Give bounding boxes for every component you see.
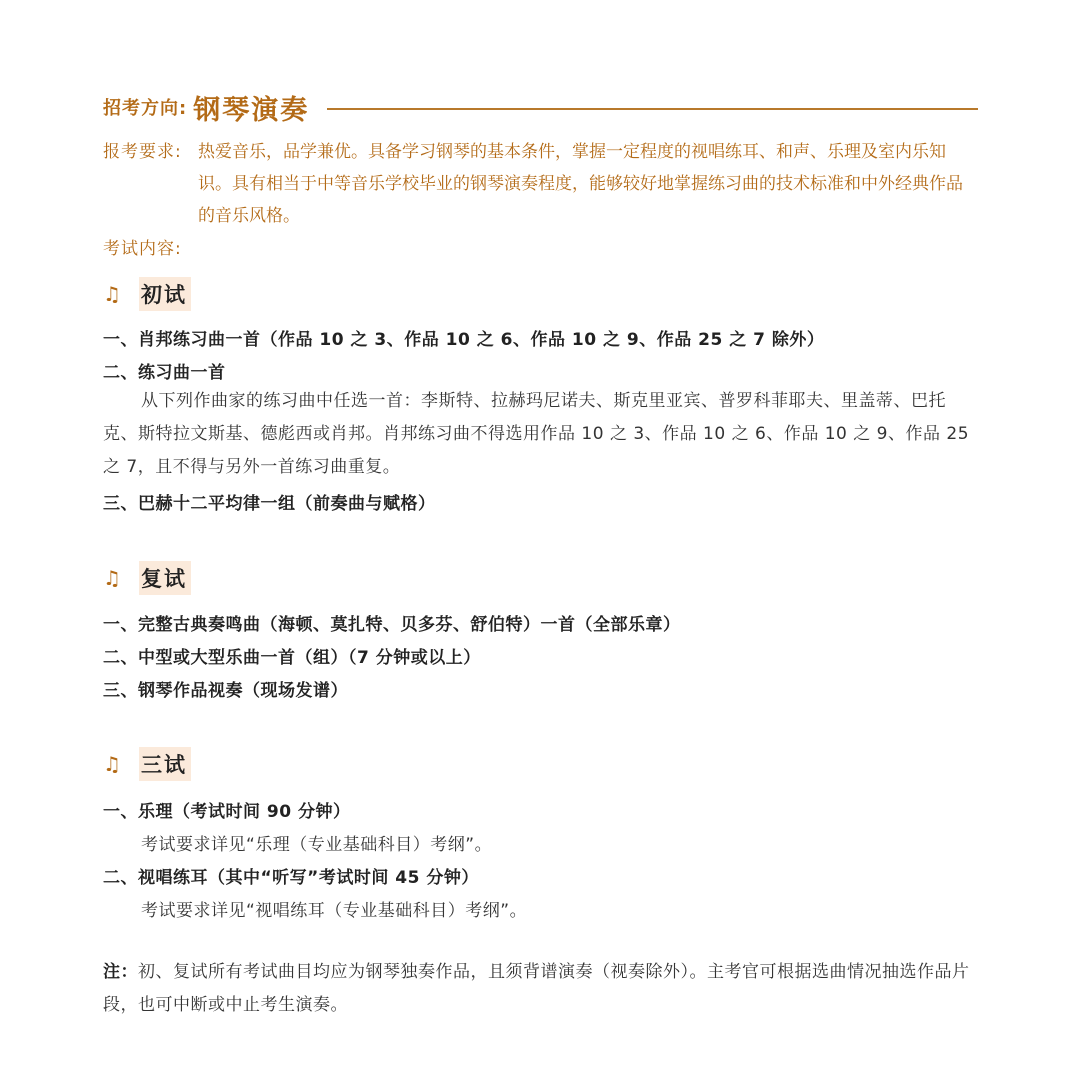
round3-item-1: 一、乐理（考试时间 90 分钟） [103,802,351,822]
round1-item-2: 二、练习曲一首 [103,363,226,383]
round3-item-2: 二、视唱练耳（其中“听写”考试时间 45 分钟） [103,868,479,888]
section-heading: 初试 [139,277,191,311]
section-title-round3 [103,746,191,782]
round3-item-1-detail: 考试要求详见“乐理（专业基础科目）考纲”。 [141,835,493,855]
round1-item-1: 一、肖邦练习曲一首（作品 10 之 3、作品 10 之 6、作品 10 之 9、作品 25 之 7 除外） [103,330,825,350]
round2-item-3: 三、钢琴作品视奏（现场发谱） [103,681,348,701]
direction-value: 钢琴演奏 [193,94,310,126]
round1-item-3: 三、巴赫十二平均律一组（前奏曲与赋格） [103,494,436,514]
round2-item-2: 二、中型或大型乐曲一首（组）（7 分钟或以上） [103,648,481,668]
direction-label: 招考方向: [103,98,188,119]
header-divider [327,108,978,110]
section-heading: 三试 [139,747,191,781]
round1-item-2-detail: 从下列作曲家的练习曲中任选一首：李斯特、拉赫玛尼诺夫、斯克里亚宾、普罗科菲耶夫、里盖蒂、巴托克、斯特拉文斯基、德彪西或肖邦。肖邦练习曲不得选用作品 10 之 3、作品 10 之 6、作品 10 之 9、作品 25 之 7，且不得与另外一首练习曲重复。 [103,391,970,477]
section-title-round2 [103,560,191,596]
round3-item-2-detail: 考试要求详见“视唱练耳（专业基础科目）考纲”。 [141,901,528,921]
footnote-text: 初、复试所有考试曲目均应为钢琴独奏作品，且须背谱演奏（视奏除外）。主考官可根据选曲情况抽选作品片段，也可中断或中止考生演奏。 [103,962,970,1015]
round2-item-1: 一、完整古典奏鸣曲（海顿、莫扎特、贝多芬、舒伯特）一首（全部乐章） [103,615,681,635]
requirements-text: 热爱音乐，品学兼优。具备学习钢琴的基本条件，掌握一定程度的视唱练耳、和声、乐理及室内乐知识。具有相当于中等音乐学校毕业的钢琴演奏程度，能够较好地掌握练习曲的技术标准和中外经典作品的音乐风格。 [198,142,963,226]
footnote [103,956,978,1022]
section-title-round1 [103,276,191,312]
direction-header [103,86,978,128]
requirements-label: 报考要求: [103,142,182,162]
exam-content-label: 考试内容: [103,239,182,259]
footnote-label: 注： [103,962,138,982]
music-note-icon: ♫ [103,752,121,776]
section-heading: 复试 [139,561,191,595]
music-note-icon: ♫ [103,282,121,306]
music-note-icon: ♫ [103,566,121,590]
